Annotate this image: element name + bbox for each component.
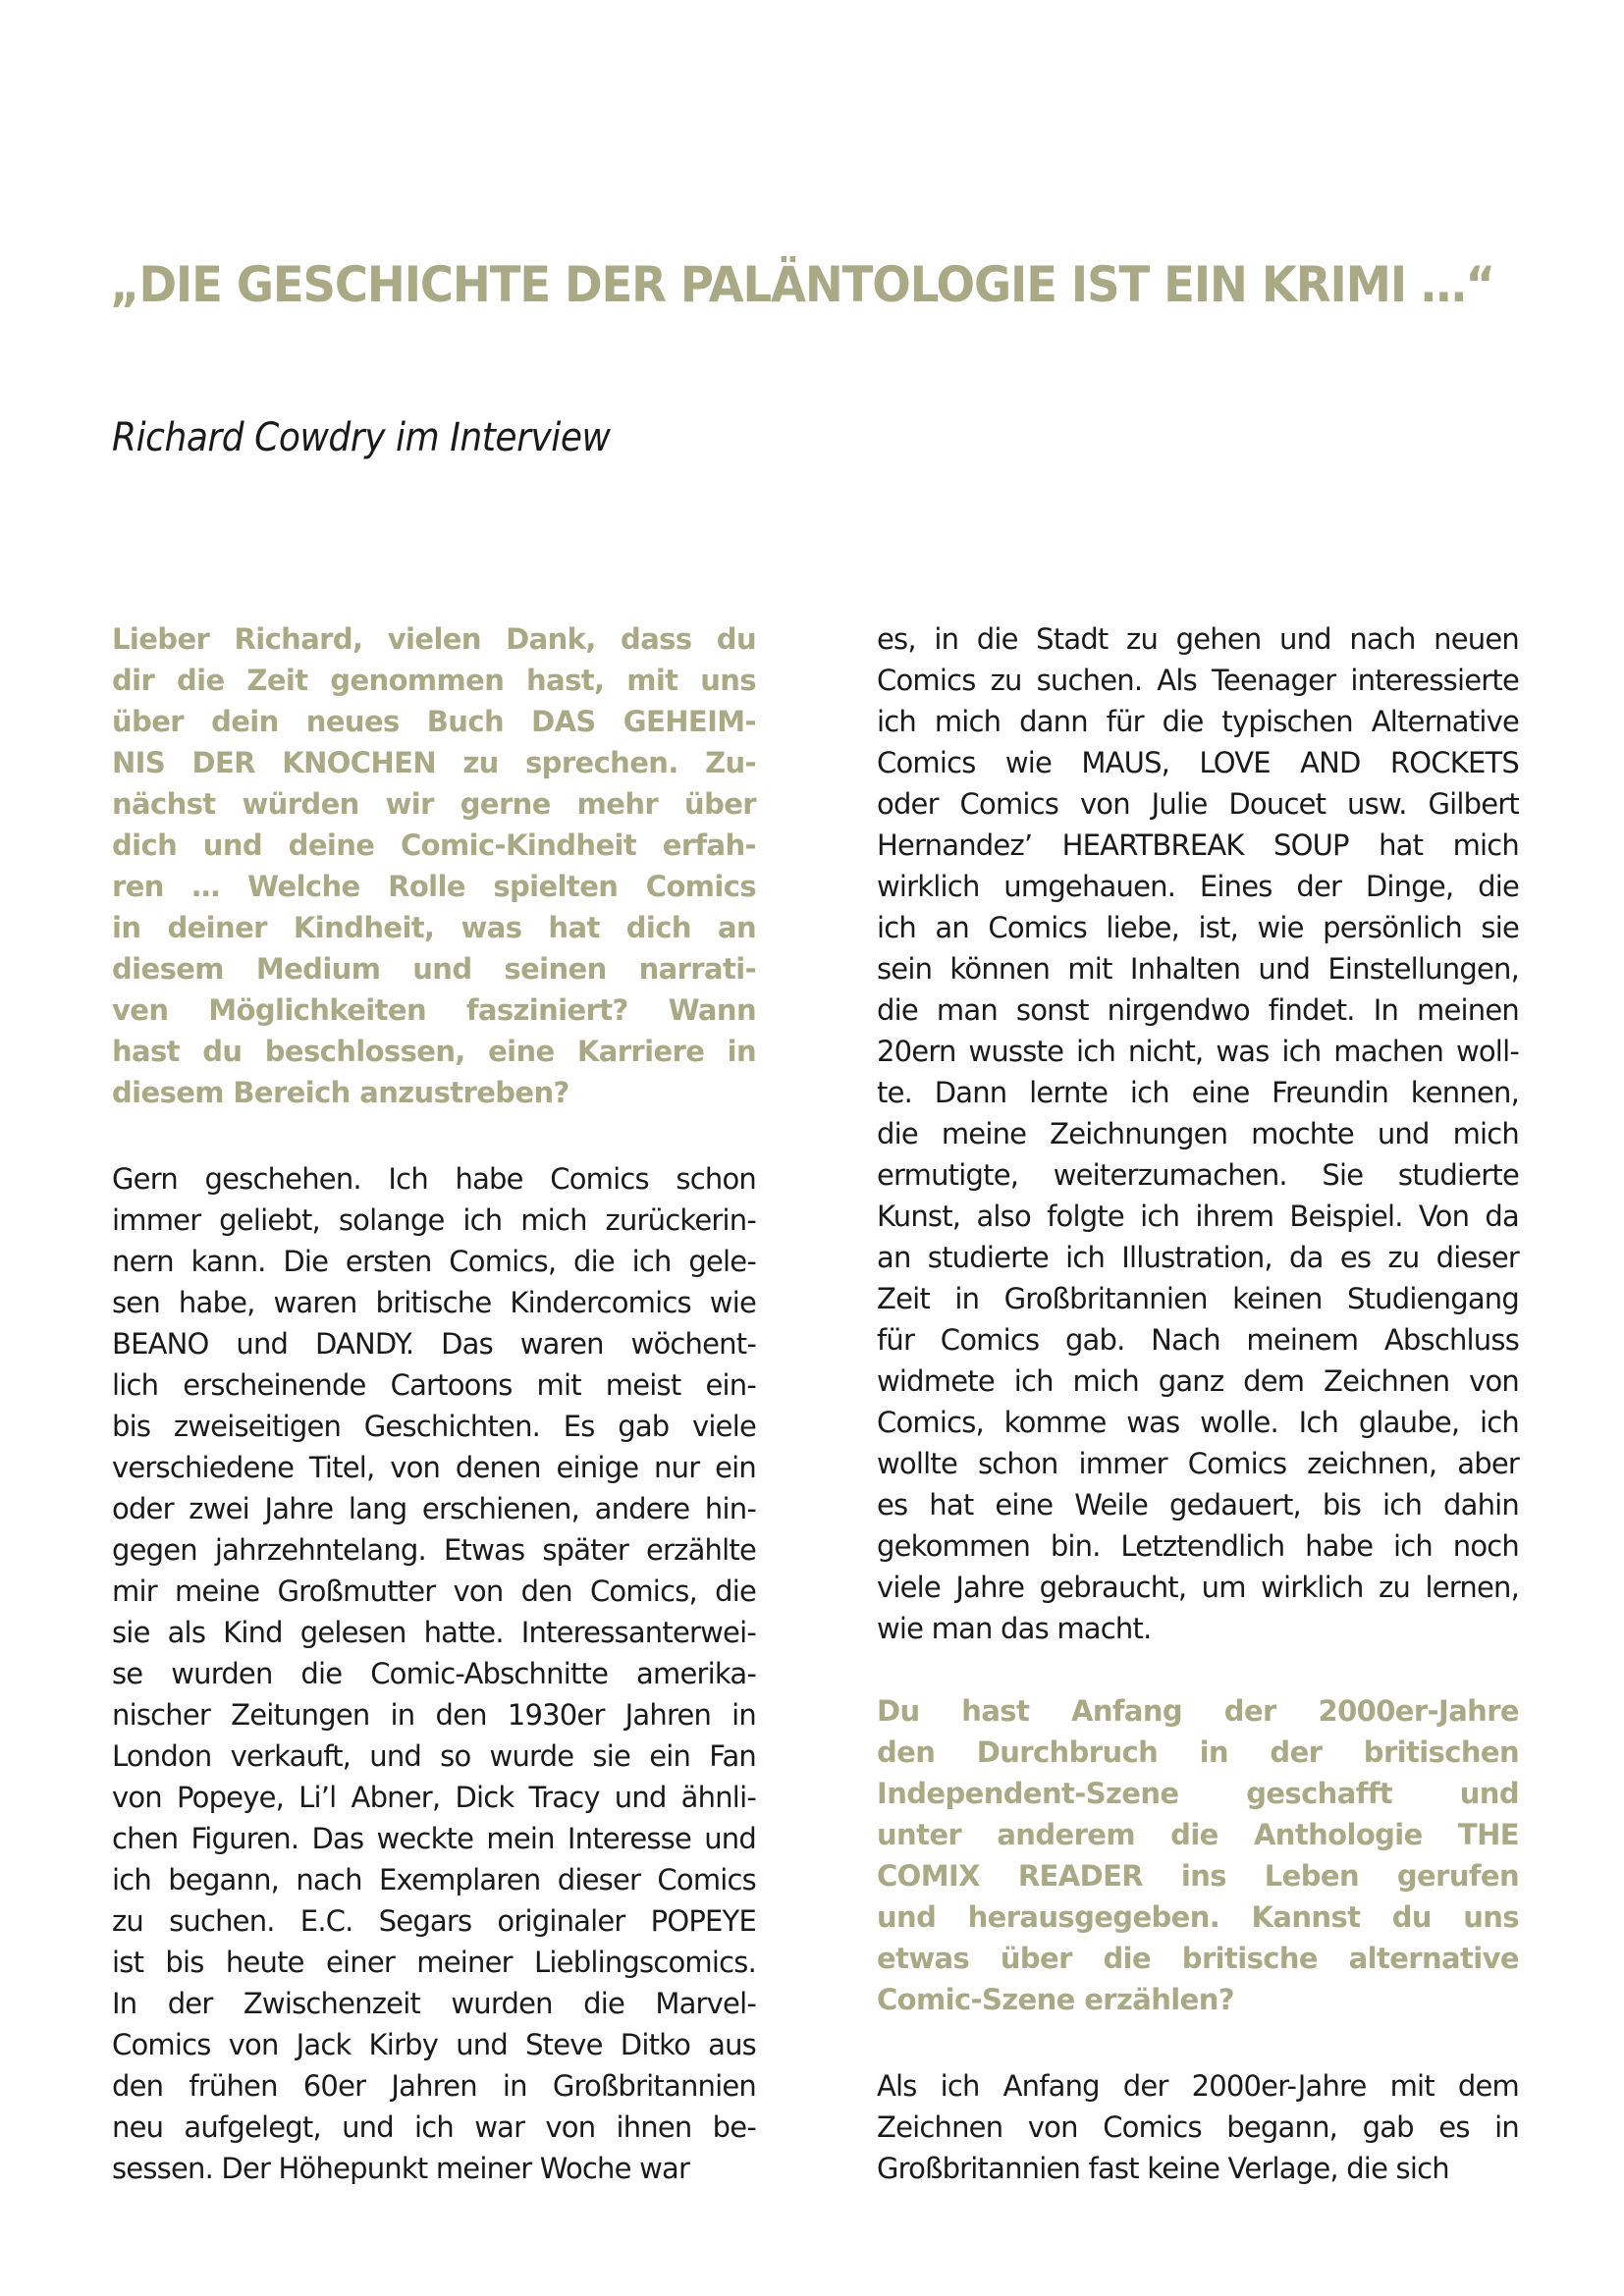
text-line: an studierte ich Illustration, da es zu dieser <box>877 1241 1519 1274</box>
text-line: Comics zu suchen. Als Teenager interessierte <box>877 664 1519 697</box>
text-line: diesem Medium und seinen narrati- <box>112 952 756 986</box>
text-line: viele Jahre gebraucht, um wirklich zu lernen, <box>877 1571 1519 1604</box>
text-line: immer geliebt, solange ich mich zurückerin- <box>112 1203 756 1237</box>
text-line: Als ich Anfang der 2000er-Jahre mit dem <box>877 2069 1519 2103</box>
article-subtitle: Richard Cowdry im Interview <box>112 415 611 460</box>
text-line: chen Figuren. Das weckte mein Interesse und <box>112 1822 756 1855</box>
text-line: es, in die Stadt zu gehen und nach neuen <box>877 622 1519 656</box>
text-line: ist bis heute einer meiner Lieblingscomics. <box>112 1946 756 1979</box>
text-line: nischer Zeitungen in den 1930er Jahren in <box>112 1698 756 1732</box>
text-line: te. Dann lernte ich eine Freundin kennen, <box>877 1076 1519 1109</box>
text-line: BEANO und DANDY. Das waren wöchent- <box>112 1327 756 1361</box>
text-line: ren … Welche Rolle spielten Comics <box>112 870 756 903</box>
text-line: über dein neues Buch DAS GEHEIM- <box>112 705 756 738</box>
text-line: für Comics gab. Nach meinem Abschluss <box>877 1323 1519 1357</box>
text-line: und herausgegeben. Kannst du uns <box>877 1900 1519 1934</box>
text-line: COMIX READER ins Leben gerufen <box>877 1859 1519 1893</box>
text-line: ich mich dann für die typischen Alternative <box>877 705 1519 738</box>
answer-2 <box>877 2065 1519 2189</box>
text-line: es hat eine Weile gedauert, bis ich dahin <box>877 1488 1519 1522</box>
text-line: Comic-Szene erzählen? <box>877 1983 1234 2016</box>
text-line: 20ern wusste ich nicht, was ich machen woll- <box>877 1035 1519 1068</box>
text-line: Großbritannien fast keine Verlage, die sich <box>877 2152 1449 2185</box>
text-line: ermutigte, weiterzumachen. Sie studierte <box>877 1158 1519 1192</box>
text-line: sen habe, waren britische Kindercomics wie <box>112 1286 756 1319</box>
text-line: Kunst, also folgte ich ihrem Beispiel. Von da <box>877 1200 1519 1233</box>
text-line: mir meine Großmutter von den Comics, die <box>112 1575 756 1608</box>
text-line: Lieber Richard, vielen Dank, dass du <box>112 622 756 656</box>
text-line: se wurden die Comic-Abschnitte amerika- <box>112 1657 756 1690</box>
text-line: gegen jahrzehntelang. Etwas später erzählte <box>112 1533 756 1567</box>
text-line: in deiner Kindheit, was hat dich an <box>112 911 756 944</box>
text-line: ich an Comics liebe, ist, wie persönlich sie <box>877 911 1519 944</box>
text-line: wollte schon immer Comics zeichnen, aber <box>877 1447 1519 1480</box>
text-line: Independent-Szene geschafft und <box>877 1777 1519 1810</box>
text-line: sessen. Der Höhepunkt meiner Woche war <box>112 2152 690 2185</box>
text-line: Comics von Jack Kirby und Steve Ditko aus <box>112 2028 756 2061</box>
question-2 <box>877 1690 1519 2020</box>
text-line: hast du beschlossen, eine Karriere in <box>112 1035 756 1068</box>
text-line: In der Zwischenzeit wurden die Marvel- <box>112 1987 756 2020</box>
text-line: gekommen bin. Letztendlich habe ich noch <box>877 1529 1519 1563</box>
text-line: Comics, komme was wolle. Ich glaube, ich <box>877 1406 1519 1439</box>
text-line: unter anderem die Anthologie THE <box>877 1818 1519 1851</box>
text-line: Du hast Anfang der 2000er-Jahre <box>877 1694 1519 1728</box>
text-line: diesem Bereich anzustreben? <box>112 1076 569 1109</box>
text-line: etwas über die britische alternative <box>877 1942 1519 1975</box>
text-line: nächst würden wir gerne mehr über <box>112 787 756 821</box>
text-line: widmete ich mich ganz dem Zeichnen von <box>877 1364 1519 1398</box>
text-line: ich begann, nach Exemplaren dieser Comics <box>112 1863 756 1896</box>
text-line: neu aufgelegt, und ich war von ihnen be- <box>112 2110 756 2144</box>
text-line: wirklich umgehauen. Eines der Dinge, die <box>877 870 1519 903</box>
text-line: den frühen 60er Jahren in Großbritannien <box>112 2069 756 2103</box>
text-line: die meine Zeichnungen mochte und mich <box>877 1117 1519 1150</box>
text-line: Zeit in Großbritannien keinen Studiengang <box>877 1282 1519 1315</box>
text-line: Zeichnen von Comics begann, gab es in <box>877 2110 1519 2144</box>
text-line: von Popeye, Li’l Abner, Dick Tracy und ähnli- <box>112 1781 756 1814</box>
text-line: wie man das macht. <box>877 1612 1152 1645</box>
text-line: oder zwei Jahre lang erschienen, andere hin- <box>112 1492 756 1525</box>
text-line: Hernandez’ HEARTBREAK SOUP hat mich <box>877 828 1519 862</box>
question-1 <box>112 618 756 1113</box>
text-line: Gern geschehen. Ich habe Comics schon <box>112 1162 756 1196</box>
text-line: dich und deine Comic-Kindheit erfah- <box>112 828 756 862</box>
text-line: den Durchbruch in der britischen <box>877 1735 1519 1769</box>
text-line: dir die Zeit genommen hast, mit uns <box>112 664 756 697</box>
text-line: bis zweiseitigen Geschichten. Es gab viele <box>112 1410 756 1443</box>
answer-1 <box>112 1158 756 2189</box>
text-line: ven Möglichkeiten fasziniert? Wann <box>112 993 756 1027</box>
text-line: London verkauft, und so wurde sie ein Fan <box>112 1739 756 1773</box>
text-line: die man sonst nirgendwo findet. In meinen <box>877 993 1519 1027</box>
text-line: sie als Kind gelesen hatte. Interessanterwei- <box>112 1616 756 1649</box>
text-line: verschiedene Titel, von denen einige nur ein <box>112 1451 756 1484</box>
text-line: Comics wie MAUS, LOVE AND ROCKETS <box>877 746 1519 779</box>
text-line: sein können mit Inhalten und Einstellungen, <box>877 952 1519 986</box>
text-line: nern kann. Die ersten Comics, die ich gele- <box>112 1245 756 1278</box>
article-title: „DIE GESCHICHTE DER PALÄNTOLOGIE IST EIN KRIMI …“ <box>110 256 1494 313</box>
text-line: lich erscheinende Cartoons mit meist ein- <box>112 1368 756 1402</box>
text-line: zu suchen. E.C. Segars originaler POPEYE <box>112 1904 756 1938</box>
text-line: NIS DER KNOCHEN zu sprechen. Zu- <box>112 746 756 779</box>
answer-1-continued <box>877 618 1519 1649</box>
text-line: oder Comics von Julie Doucet usw. Gilbert <box>877 787 1519 821</box>
